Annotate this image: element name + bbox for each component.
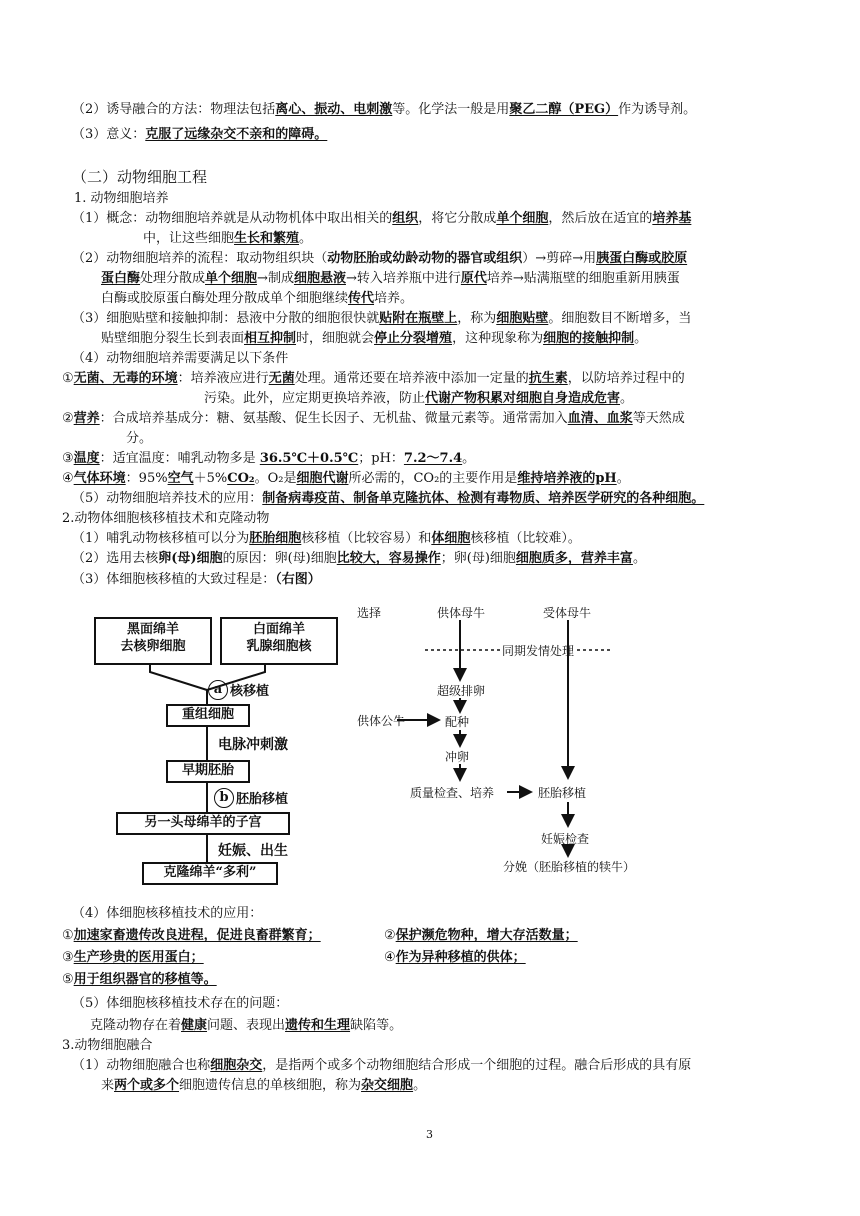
subheading-nuclear-transfer <box>62 510 269 528</box>
label-delivery: 分娩（胚胎移植的犊牛） <box>503 860 636 874</box>
label-sync-estrus: 同期发情处理 <box>502 644 575 658</box>
text-run: ；pH： <box>358 451 404 466</box>
key-term: 两个或多个 <box>114 1078 180 1093</box>
text-run: （4）体细胞核移植技术的应用： <box>72 906 263 921</box>
cell-fusion-line-2 <box>101 1077 426 1095</box>
key-term: 抗生素 <box>528 371 568 386</box>
text-run: ① <box>62 928 74 943</box>
culture-process-line-1 <box>72 250 687 268</box>
fusion-method-line <box>72 101 696 119</box>
text-run: 中，让这些细胞 <box>143 231 235 246</box>
application-item-3 <box>62 949 204 967</box>
key-term: 血清、血浆 <box>567 411 633 426</box>
early-embryo-box: 早期胚胎 <box>166 760 250 783</box>
text-run: （3）细胞贴壁和接触抑制：悬液中分散的细胞很快就 <box>72 311 380 326</box>
key-term: 7.2～7.4 <box>403 451 463 466</box>
text-run: 。细胞数目不断增多，当 <box>548 311 692 326</box>
key-term: 胰蛋白酶或胶原 <box>596 251 688 266</box>
key-term: 体细胞 <box>431 531 471 546</box>
step-birth-label: 妊娠、出生 <box>218 843 288 859</box>
label-donor-cow: 供体母牛 <box>437 606 486 620</box>
text-run: 分。 <box>126 431 153 446</box>
text-run: （2）选用去核 <box>72 551 159 566</box>
text-run: 的原因：卵(母)细胞 <box>222 551 337 566</box>
oocyte-reason-line <box>72 550 646 568</box>
key-term: 无菌 <box>268 371 295 386</box>
step-electric-pulse-label: 电脉冲刺激 <box>218 737 288 753</box>
key-term: 细胞代谢 <box>296 471 349 486</box>
application-item-1 <box>62 927 321 945</box>
key-term: 胚胎细胞 <box>249 531 302 546</box>
condition-nutrition-line-1 <box>62 410 685 428</box>
label-embryo-transfer: 胚胎移植 <box>538 786 587 800</box>
key-term: 单个细胞 <box>496 211 549 226</box>
text-run: 2.动物体细胞核移植技术和克隆动物 <box>62 511 270 526</box>
page-number: 3 <box>426 1128 433 1141</box>
text-run: ）→剪碎→用 <box>522 251 597 266</box>
text-run: 时，细胞就会 <box>296 331 375 346</box>
step-embryo-transfer-label: 胚胎移植 <box>236 792 289 807</box>
key-term: 细胞杂交 <box>210 1058 263 1073</box>
subheading-cell-fusion <box>62 1037 152 1055</box>
text-run: ；卵(母)细胞 <box>440 551 516 566</box>
key-term: 营养 <box>73 411 100 426</box>
text-run: （1）哺乳动物核移植可以分为 <box>72 531 250 546</box>
key-term: CO₂ <box>227 471 255 486</box>
text-run: 3.动物细胞融合 <box>62 1038 153 1053</box>
step-b-circle: b <box>214 788 234 808</box>
text-run: 动物胚胎或幼龄动物的器官或组织 <box>327 251 523 266</box>
key-term: 细胞的接触抑制 <box>543 331 635 346</box>
key-term: 无菌、无毒的环境 <box>73 371 178 386</box>
cell-fusion-line-1 <box>72 1057 691 1075</box>
key-term: 细胞悬液 <box>293 271 346 286</box>
text-run: ，这种现象称为 <box>452 331 544 346</box>
reconstructed-cell-box: 重组细胞 <box>166 704 250 727</box>
text-run: （2）诱导融合的方法：物理法包括 <box>72 102 276 117</box>
text-run: （5）动物细胞培养技术的应用： <box>72 491 263 506</box>
step-a-circle: a <box>208 680 228 700</box>
application-item-5 <box>62 971 217 989</box>
text-run: →转入培养瓶中进行 <box>345 271 461 286</box>
nuclear-transfer-problems-heading <box>72 995 288 1013</box>
key-term: 组织 <box>392 211 419 226</box>
text-run: 。 <box>462 451 476 466</box>
text-run: ④ <box>62 471 74 486</box>
text-run: ① <box>62 371 74 386</box>
text-run: ④ <box>384 950 396 965</box>
text-run: （1）概念：动物细胞培养就是从动物机体中取出相关的 <box>72 211 393 226</box>
text-run: 核移植（比较容易）和 <box>301 531 432 546</box>
key-term: 蛋白酶 <box>101 271 141 286</box>
culture-conditions-heading <box>72 350 288 368</box>
subheading-cell-culture <box>74 190 169 208</box>
text-run: 培养。 <box>374 291 414 306</box>
text-run: 缺陷等。 <box>350 1018 403 1033</box>
text-run: ，将它分散成 <box>418 211 497 226</box>
embryo-transfer-figure <box>355 600 645 880</box>
text-run: 问题、表现出 <box>207 1018 286 1033</box>
text-run: 处理。通常还要在培养液中添加一定量的 <box>294 371 529 386</box>
key-term: 健康 <box>181 1018 208 1033</box>
text-run: 。 <box>634 331 648 346</box>
text-run: 卵(母)细胞 <box>158 551 223 566</box>
text-run: ② <box>384 928 396 943</box>
key-term: 传代 <box>348 291 375 306</box>
culture-process-line-2 <box>101 270 680 288</box>
text-run: ，以防培养过程中的 <box>567 371 685 386</box>
text-run: ：培养液应进行 <box>177 371 269 386</box>
key-term: 气体环境 <box>73 471 126 486</box>
text-run: 来 <box>101 1078 115 1093</box>
text-run: 培养→贴满瓶壁的细胞重新用胰蛋 <box>486 271 680 286</box>
culture-concept-line-1 <box>72 210 691 228</box>
key-term: 比较大，容易操作 <box>336 551 441 566</box>
embryo-transfer-connectors <box>355 600 645 880</box>
key-term: 36.5℃＋0.5℃ <box>259 451 359 466</box>
text-run: 等。化学法一般是用 <box>392 102 510 117</box>
text-run: ，然后放在适宜的 <box>548 211 653 226</box>
key-term: 生长和繁殖 <box>234 231 300 246</box>
text-run: 细胞遗传信息的单核细胞，称为 <box>179 1078 362 1093</box>
text-run: 污染。此外，应定期更换培养液，防止 <box>204 391 426 406</box>
label-recipient-cow: 受体母牛 <box>543 606 592 620</box>
label-mating: 配种 <box>445 715 470 729</box>
text-run: 核移植（比较难）。 <box>470 531 581 546</box>
text-run: （4）动物细胞培养需要满足以下条件 <box>72 351 289 366</box>
text-run: （3）意义： <box>72 127 146 142</box>
text-run: 。 <box>413 1078 427 1093</box>
condition-temperature-line <box>62 450 475 468</box>
text-run: 。 <box>299 231 313 246</box>
text-run: ③ <box>62 950 74 965</box>
label-embryo-flushing: 冲卵 <box>445 750 470 764</box>
text-run: 1. 动物细胞培养 <box>74 191 169 206</box>
surrogate-uterus-box: 另一头母绵羊的子宫 <box>116 812 290 835</box>
text-run: ，称为 <box>457 311 497 326</box>
key-term: 保护濒危物种，增大存活数量； <box>395 928 578 943</box>
key-term: 细胞质多，营养丰富 <box>515 551 633 566</box>
text-run: （2）动物细胞培养的流程：取动物组织块（ <box>72 251 328 266</box>
text-run: ：95% <box>125 471 168 486</box>
key-term: 相互抑制 <box>244 331 297 346</box>
key-term: 制备病毒疫苗、制备单克隆抗体、检测有毒物质、培养医学研究的各种细胞。 <box>262 491 705 506</box>
key-term: 空气 <box>167 471 194 486</box>
text-run: 。 <box>632 551 646 566</box>
key-term: 温度 <box>73 451 100 466</box>
text-run: 处理分散成 <box>140 271 206 286</box>
text-run: 。 <box>620 391 634 406</box>
text-run: 克隆动物存在着 <box>90 1018 182 1033</box>
key-term: 生产珍贵的医用蛋白； <box>73 950 204 965</box>
key-term: 聚乙二醇（PEG） <box>509 102 619 117</box>
key-term: 杂交细胞 <box>361 1078 414 1093</box>
section-heading-animal-cell-engineering <box>72 168 207 186</box>
donor-nucleus-box: 白面绵羊 乳腺细胞核 <box>220 617 338 665</box>
contact-inhibition-line-2 <box>101 330 647 348</box>
nuclear-transfer-problems-line <box>90 1017 402 1035</box>
key-term: 培养基 <box>652 211 692 226</box>
text-run: ＋5% <box>193 471 228 486</box>
text-run: ② <box>62 411 74 426</box>
step-nuclear-transfer-label: 核移植 <box>230 684 270 699</box>
text-run: （5）体细胞核移植技术存在的问题： <box>72 996 289 1011</box>
text-run: （3）体细胞核移植的大致过程是： <box>72 572 276 587</box>
key-term: 加速家畜遗传改良进程，促进良畜群繁育； <box>73 928 321 943</box>
nuclear-transfer-application-heading <box>72 905 262 923</box>
key-term: 单个细胞 <box>205 271 258 286</box>
text-run: ③ <box>62 451 74 466</box>
label-select: 选择 <box>357 606 382 620</box>
text-run: ，是指两个或多个动物细胞结合形成一个细胞的过程。融合后形成的具有原 <box>262 1058 692 1073</box>
condition-nutrition-line-2 <box>126 430 152 448</box>
contact-inhibition-line-1 <box>72 310 691 328</box>
label-quality-check: 质量检查、培养 <box>410 786 495 800</box>
condition-sterile-line-1 <box>62 370 685 388</box>
label-pregnancy-check: 妊娠检查 <box>541 832 590 846</box>
key-term: 贴附在瓶壁上 <box>379 311 458 326</box>
text-run: 贴壁细胞分裂生长到表面 <box>101 331 245 346</box>
application-item-4 <box>384 949 526 967</box>
label-donor-bull: 供体公牛 <box>357 714 406 728</box>
text-run: 等天然成 <box>632 411 685 426</box>
application-item-2 <box>384 927 578 945</box>
text-run: 。O₂是 <box>254 471 297 486</box>
donor-oocyte-box: 黑面绵羊 去核卵细胞 <box>94 617 212 665</box>
key-term: 离心、振动、电刺激 <box>275 102 393 117</box>
condition-gas-line <box>62 470 630 488</box>
nuclear-transfer-types-line <box>72 530 581 548</box>
key-term: 克服了远缘杂交不亲和的障碍。 <box>145 127 328 142</box>
text-run: 作为诱导剂。 <box>618 102 697 117</box>
text-run: 所必需的，CO₂的主要作用是 <box>348 471 518 486</box>
key-term: 遗传和生理 <box>285 1018 351 1033</box>
text-run: 。 <box>616 471 630 486</box>
cloned-sheep-box: 克隆绵羊“多利” <box>142 862 278 885</box>
nuclear-transfer-process-line <box>72 571 321 589</box>
fusion-significance-line <box>72 126 327 144</box>
key-term: 维持培养液的pH <box>517 471 617 486</box>
text-run: 白酶或胶原蛋白酶处理分散成单个细胞继续 <box>101 291 349 306</box>
condition-sterile-line-2 <box>204 390 633 408</box>
text-run: ：合成培养基成分：糖、氨基酸、促生长因子、无机盐、微量元素等。通常需加入 <box>99 411 568 426</box>
key-term: 用于组织器官的移植等。 <box>73 972 217 987</box>
text-run: ⑤ <box>62 972 74 987</box>
text-run: （1）动物细胞融合也称 <box>72 1058 211 1073</box>
key-term: 作为异种移植的供体； <box>395 950 526 965</box>
key-term: 代谢产物积累对细胞自身造成危害 <box>425 391 621 406</box>
label-superovulation: 超级排卵 <box>437 684 486 698</box>
text-run: ：适宜温度：哺乳动物多是 <box>99 451 260 466</box>
culture-concept-line-2 <box>143 230 312 248</box>
cloning-flow-figure <box>80 600 340 900</box>
key-term: 原代 <box>460 271 487 286</box>
culture-process-line-3 <box>101 290 413 308</box>
text-run: （右图） <box>275 572 321 587</box>
culture-application-line <box>72 490 704 508</box>
text-run: （二）动物细胞工程 <box>72 168 208 186</box>
key-term: 停止分裂增殖 <box>374 331 453 346</box>
key-term: 细胞贴壁 <box>496 311 549 326</box>
text-run: →制成 <box>257 271 294 286</box>
